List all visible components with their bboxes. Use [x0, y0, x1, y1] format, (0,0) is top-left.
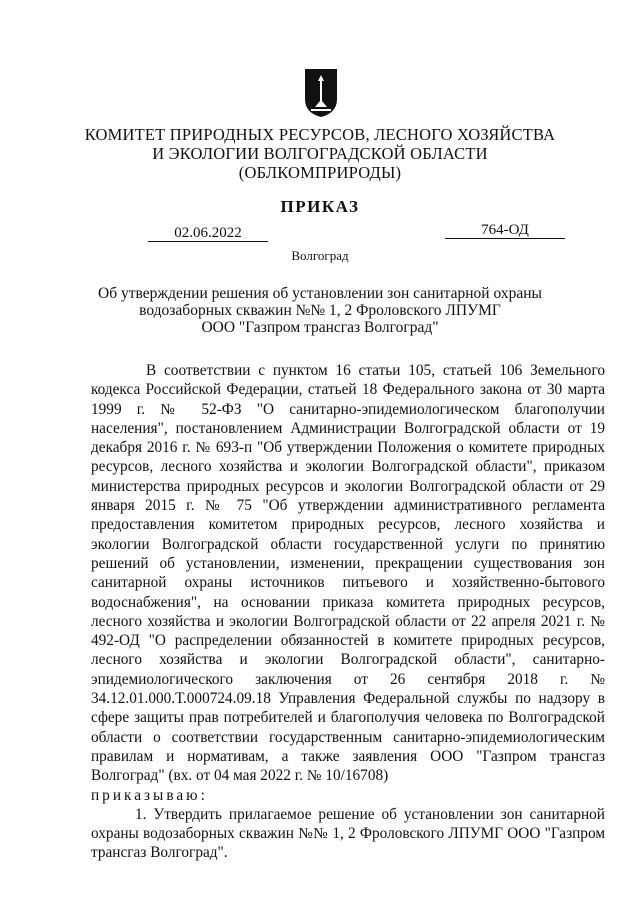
- coat-of-arms-icon: [303, 67, 339, 119]
- order-body: [91, 361, 605, 863]
- doc-number: 764-ОД: [445, 222, 565, 239]
- subject-line-3: ООО "Газпром трансгаз Волгоград": [201, 319, 439, 336]
- subject-line-1: Об утверждении решения об установлении зон санитарной охраны: [98, 285, 542, 302]
- org-name-line-3: (ОБЛКОМПРИРОДЫ): [238, 163, 402, 182]
- doc-date: 02.06.2022: [148, 225, 268, 242]
- preamble-paragraph: В соответствии с пунктом 16 статьи 105, статьей 106 Земельного кодекса Российской Федерации, статьей 18 Федерального закона от 30 марта 1999 г. № 52-ФЗ "О санитарно-эпидемиологическом благополучии населения", постановлением Администрации Волгоградской области от 19 декабря 2016 г. № 693-п "Об утверждении Положения о комитете природных ресурсов, лесного хозяйства и экологии Волгоградской области", приказом министерства природных ресурсов и экологии Волгоградской области от 29 января 2015 г. № 75 "Об утверждении административного регламента предоставления комитетом природных ресурсов, лесного хозяйства и экологии Волгоградской области государственной услуги по принятию решений об установлении, изменении, прекращении существования зон санитарной охраны источников питьевого и хозяйственно-бытового водоснабжения", на основании приказа комитета природных ресурсов, лесного хозяйства и экологии Волгоградской области от 22 апреля 2021 г. № 492-ОД "О распределении обязанностей в комитете природных ресурсов, лесного хозяйства и экологии Волгоградской области", санитарно-эпидемиологического заключения от 26 сентября 2018 г. № 34.12.01.000.Т.000724.09.18 Управления Федеральной службы по надзору в сфере защиты прав потребителей и благополучия человека по Волгоградской области о соответствии государственным санитарно-эпидемиологическим правилам и нормативам, а также заявления ООО "Газпром трансгаз Волгоград" (вх. от 04 мая 2022 г. № 10/16708): [91, 362, 605, 785]
- doc-title: ПРИКАЗ: [280, 197, 360, 216]
- subject-line-2: водозаборных скважин №№ 1, 2 Фроловского ЛПУМГ: [139, 302, 501, 319]
- org-name-line-2: И ЭКОЛОГИИ ВОЛГОГРАДСКОЙ ОБЛАСТИ: [152, 144, 488, 163]
- order-item-1: 1. Утвердить прилагаемое решение об установлении зон санитарной охраны водозаборных скважин №№ 1, 2 Фроловского ЛПУМГ ООО "Газпром трансгаз Волгоград".: [91, 805, 605, 862]
- org-name-line-1: КОМИТЕТ ПРИРОДНЫХ РЕСУРСОВ, ЛЕСНОГО ХОЗЯЙСТВА: [84, 125, 556, 144]
- order-word: приказываю:: [91, 786, 208, 804]
- doc-city: Волгоград: [291, 248, 349, 263]
